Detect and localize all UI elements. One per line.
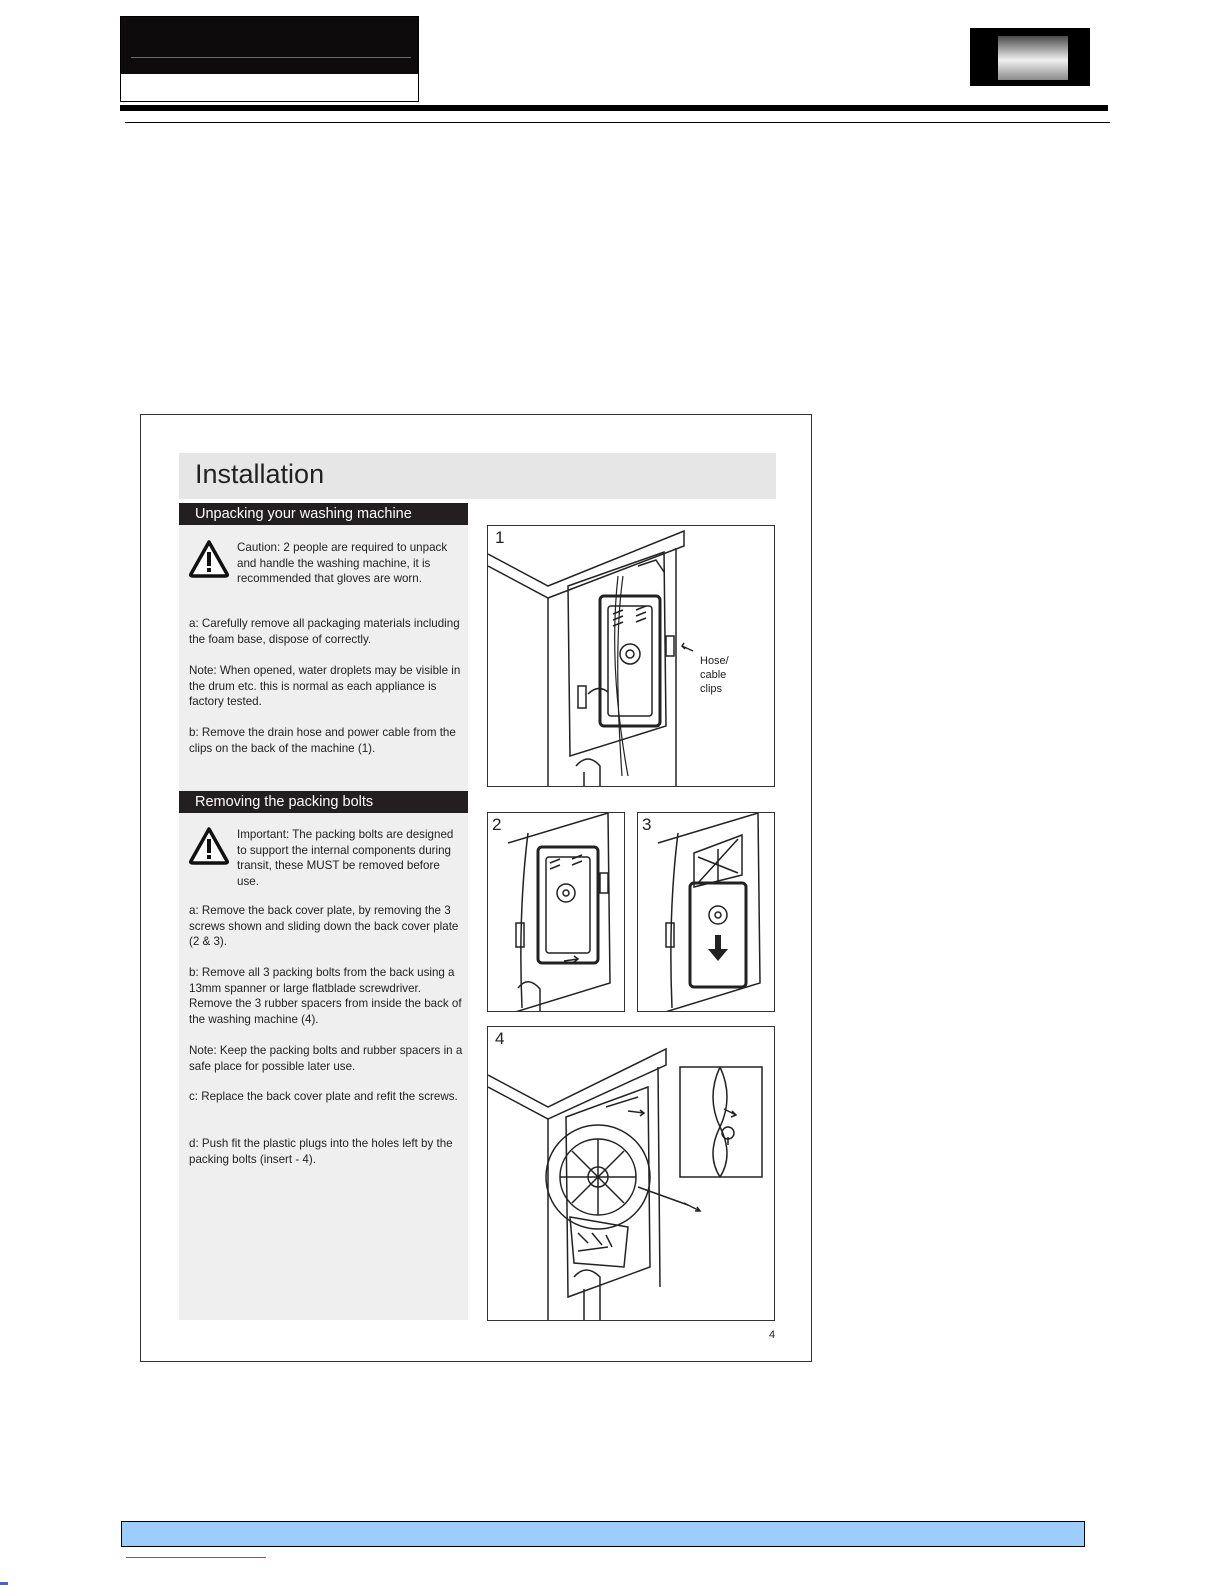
page-title: Installation — [195, 459, 325, 489]
page-number: 4 — [769, 1329, 776, 1341]
header-logo-dark-band — [121, 17, 418, 74]
important-text: Important: The packing bolts are designed to support the internal components during transit, these MUST be removed before use. — [237, 828, 454, 888]
bolts-step-a: a: Remove the back cover plate, by removing the 3 screws shown and sliding down the back cover plate (2 & 3). — [189, 904, 459, 948]
header-brand-logo-gradient — [998, 36, 1068, 80]
figure-4-packing-bolts — [487, 1026, 775, 1321]
figure-1-label — [700, 654, 740, 696]
header-logo-box — [120, 16, 419, 102]
bolts-step-d: d: Push fit the plastic plugs into the holes left by the packing bolts (insert - 4). — [189, 1137, 453, 1166]
figure-2-number: 2 — [492, 815, 502, 834]
figure-1-label-line3: clips — [700, 683, 723, 695]
warning-triangle-icon — [188, 539, 230, 579]
unpack-step-a: a: Carefully remove all packaging materials including the foam base, dispose of correctly. — [189, 617, 460, 646]
figure-4-number: 4 — [495, 1029, 505, 1048]
manual-page — [140, 414, 812, 1362]
unpack-step-b: b: Remove the drain hose and power cable from the clips on the back of the machine (1). — [189, 726, 456, 755]
unpack-note: Note: When opened, water droplets may be visible in the drum etc. this is normal as each appliance is factory tested. — [189, 664, 461, 708]
header-brand-logo — [970, 28, 1090, 86]
bolts-note: Note: Keep the packing bolts and rubber spacers in a safe place for possible later use. — [189, 1044, 463, 1073]
figure-2-back-cover-screws — [487, 812, 625, 1012]
warning-triangle-icon — [188, 826, 230, 866]
footer-link-underline[interactable] — [126, 1557, 266, 1558]
caution-text: Caution: 2 people are required to unpack and handle the washing machine, it is recommended that gloves are worn. — [237, 541, 448, 585]
header-rule-thick — [120, 105, 1108, 111]
section-heading-unpacking: Unpacking your washing machine — [179, 503, 468, 525]
figure-1-hose-clips — [487, 525, 775, 787]
slide-cover-down-illustration — [638, 813, 775, 1012]
title-bar — [179, 453, 776, 499]
figure-1-number: 1 — [495, 528, 505, 547]
packing-bolts-removal-illustration — [488, 1027, 775, 1321]
footer-bar — [121, 1521, 1085, 1547]
section-heading-packing-bolts: Removing the packing bolts — [179, 791, 468, 813]
header-logo-divider — [131, 57, 411, 58]
bolts-step-c: c: Replace the back cover plate and refit the screws. — [189, 1090, 458, 1103]
instructions-panel — [179, 503, 468, 1320]
figure-1-label-line2: cable — [700, 669, 727, 681]
figure-3-slide-cover — [637, 812, 775, 1012]
figure-3-number: 3 — [642, 815, 652, 834]
back-cover-screws-illustration — [488, 813, 625, 1012]
header-rule-thin — [125, 122, 1110, 123]
figure-1-label-line1: Hose/ — [700, 655, 729, 667]
bolts-step-b: b: Remove all 3 packing bolts from the back using a 13mm spanner or large flatblade screwdriver. Remove the 3 rubber spacers from inside the back of the washing machine (4). — [189, 966, 462, 1026]
